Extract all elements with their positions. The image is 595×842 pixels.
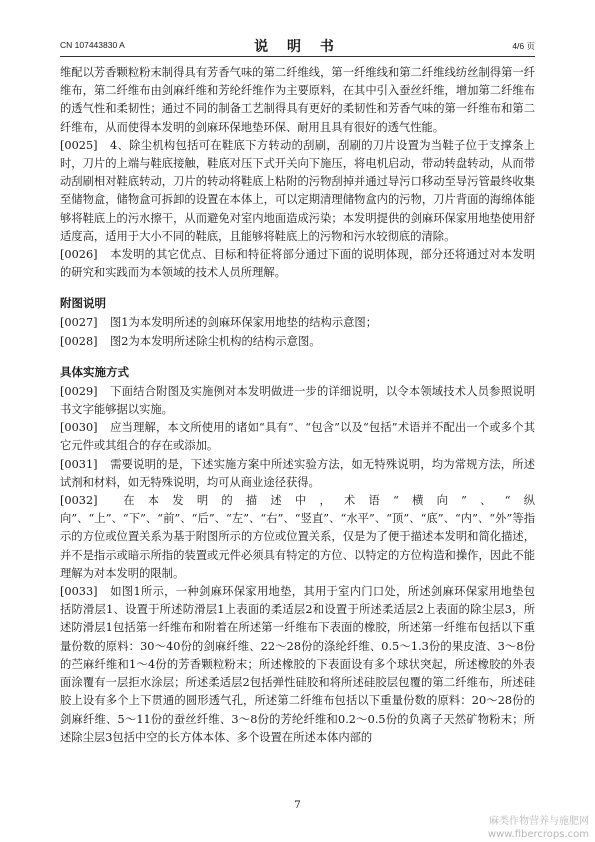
section-heading-embodiments: 具体实施方式: [60, 364, 129, 379]
paragraph-0032: [60, 492, 535, 583]
paragraph-0025: [60, 137, 535, 246]
paragraph-0030: [60, 419, 535, 455]
document-body: [60, 64, 535, 747]
paragraph-text: 下面结合附图及实施例对本发明做进一步的详细说明，以令本领域技术人员参照说明书文字能够据以实施。: [60, 384, 535, 417]
paragraph-number: [0026]: [60, 248, 98, 262]
paragraph-text: 4、除尘机构包括可在鞋底下方转动的刮刷，刮刷的刀片设置为当鞋子位于支撑条上时，刀片的上端与鞋底接触，鞋底对压下式开关向下施压，将电机启动，带动转盘转动，从而带动刮刷相对鞋底转动，刀片的转动将鞋底上粘附的污物刮掉并通过导污口移动至导污管最终收集至储物盒，储物盒可拆卸的设置在本体上，可以定期清理储物盒内的污物，刀片背面的海绵体能够将鞋底上的污水擦干，从而避免对室内地面造成污染；本发明提供的剑麻环保家用地垫使用舒适度高，适用于大小不同的鞋底，且能够将鞋底上的污物和污水较彻底的清除。: [60, 138, 535, 243]
paragraph-0027: [60, 314, 535, 332]
site-watermark: [488, 815, 589, 841]
paragraph-text: 图1为本发明所述的剑麻环保家用地垫的结构示意图；: [110, 316, 378, 330]
paragraph-text: 本发明的其它优点、目标和特征将部分通过下面的说明体现，部分还将通过对本发明的研究和实践而为本领域的技术人员所理解。: [60, 248, 535, 280]
watermark-url: www.fibercrops.com: [487, 829, 589, 840]
page-info: 4/6 页: [512, 41, 535, 51]
paragraph-0026: [60, 246, 535, 282]
page-number: 7: [294, 799, 301, 811]
document-type: 说 明 书: [254, 39, 341, 55]
paragraph-0031: [60, 456, 535, 492]
continued-paragraph: 维配以芳香颗粒粉末制得具有芳香气味的第二纤维线，第一纤维线和第二纤维线纺丝制得第一纤维布，第二纤维布由剑麻纤维和芳纶纤维作为主要原料，在其中引入蚕丝纤维，增加第二纤维布的透气性和柔韧性；通过不同的制备工艺制得具有更好的柔韧性和芳香气味的第一纤维布和第二纤维布，从而使得本发明的剑麻环保地垫环保、耐用且具有很好的透气性能。: [60, 66, 535, 134]
watermark-title: 麻类作物营养与施肥网: [489, 816, 589, 827]
paragraph-number: [0025]: [60, 138, 98, 152]
paragraph-number: [0027]: [60, 316, 98, 330]
paragraph-text: 如图1所示，一种剑麻环保家用地垫，其用于室内门口处，所述剑麻环保家用地垫包括防滑层1、设置于所述防滑层1上表面的柔适层2和设置于所述柔适层2上表面的除尘层3，所述防滑层1包括第一纤维布和附着在所述第一纤维布下表面的橡胶，所述第一纤维布包括以下重量份数的原料：30～40份的剑麻纤维、22～28份的涤纶纤维、0.5～1.3份的果皮渣、3～8份的苎麻纤维和1～4份的芳香颗粒粉末；所述橡胶的下表面设有多个球状突起，所述橡胶的外表面涂覆有一层拒水涂层；所述柔适层2包括弹性硅胶和将所述硅胶层包覆的第二纤维布，所述硅胶上设有多个上下贯通的圆形透气孔，所述第二纤维布包括以下重量份数的原料：20～28份的剑麻纤维、5～11份的蚕丝纤维、3～8份的芳纶纤维和0.2～0.5份的负离子天然矿物粉末；所述除尘层3包括中空的长方体本体、多个设置在所述本体内部的: [60, 585, 535, 744]
paragraph-number: [0028]: [60, 334, 98, 348]
paragraph-0028: [60, 333, 535, 351]
paragraph-number: [0029]: [60, 384, 98, 398]
page-header: [60, 36, 535, 57]
paragraph-text: 在本发明的描述中，术语“横向”、“纵向”、“上”、“下”、“前”、“后”、“左”、“右”、“竖直”、“水平”、“顶”、“底”、“内”、“外”等指示的方位或位置关系为基于附图所示的方位或位置关系，仅是为了便于描述本发明和简化描述，并不是指示或暗示所指的装置或元件必须具有特定的方位、以特定的方位构造和操作，因此不能理解为对本发明的限制。: [60, 494, 535, 580]
paragraph-text: 应当理解，本文所使用的诸如“具有”、“包含”以及“包括”术语并不配出一个或多个其它元件或其组合的存在或添加。: [60, 421, 535, 453]
paragraph-number: [0033]: [60, 585, 98, 599]
paragraph-0033: [60, 583, 535, 747]
publication-number: CN 107443830 A: [60, 40, 125, 50]
paragraph-0029: [60, 383, 535, 419]
paragraph-number: [0032]: [60, 494, 98, 508]
paragraph-text: 图2为本发明所述除尘机构的结构示意图。: [110, 334, 321, 348]
paragraph-number: [0031]: [60, 457, 98, 471]
paragraph-text: 需要说明的是，下述实施方案中所述实验方法，如无特殊说明，均为常规方法，所述试剂和材料，如无特殊说明，均可从商业途径获得。: [60, 457, 535, 489]
section-heading-figures: 附图说明: [60, 296, 106, 311]
paragraph-number: [0030]: [60, 421, 98, 435]
